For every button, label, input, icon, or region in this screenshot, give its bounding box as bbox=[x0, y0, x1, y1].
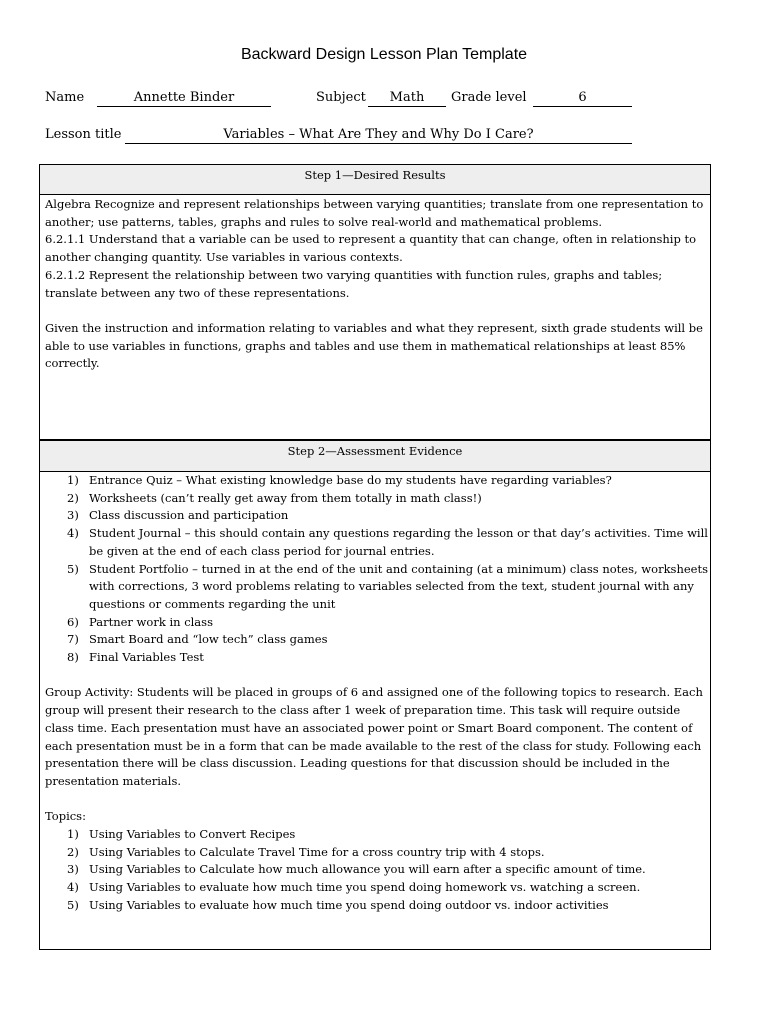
standard-6-2-1-2: 6.2.1.2 Represent the relationship between two varying quantities with function rules, graphs and tables; translate between any two of these representations. bbox=[45, 267, 663, 300]
list-item: 4) Using Variables to evaluate how much time you spend doing homework vs. watching a screen. bbox=[67, 880, 641, 895]
list-item: 5) Student Portfolio – turned in at the end of the unit and containing (at a minimum) class notes, worksheets with corrections, 3 word problems relating to variables selected from the text, student journal with any questions or comments regarding the unit bbox=[67, 561, 708, 611]
step2-content bbox=[45, 472, 709, 915]
learning-goal: Given the instruction and information relating to variables and what they represent, sixth grade students will be able to use variables in functions, graphs and tables and use them in mathematical relationships at least 85% correctly. bbox=[45, 320, 703, 371]
list-item: 2) Using Variables to Calculate Travel Time for a cross country trip with 4 stops. bbox=[67, 844, 545, 859]
assessment-list bbox=[45, 472, 709, 667]
lesson-title-label: Lesson title bbox=[45, 127, 122, 142]
standard-algebra: Algebra Recognize and represent relationships between varying quantities; translate from one representation to another; use patterns, tables, graphs and rules to solve real-world and mathematical problems. bbox=[45, 197, 704, 229]
list-item: 8) Final Variables Test bbox=[67, 650, 204, 665]
subject-field: Math bbox=[368, 90, 446, 107]
list-item: 2) Worksheets (can’t really get away from them totally in math class!) bbox=[67, 490, 482, 505]
lesson-title-field: Variables – What Are They and Why Do I Care? bbox=[125, 127, 632, 144]
step1-heading: Step 1—Desired Results bbox=[39, 164, 711, 195]
list-item: 3) Using Variables to Calculate how much allowance you will earn after a specific amount of time. bbox=[67, 862, 646, 877]
list-item: 3) Class discussion and participation bbox=[67, 508, 289, 523]
list-item: 6) Partner work in class bbox=[67, 614, 213, 629]
grade-level-field: 6 bbox=[533, 90, 632, 107]
list-item: 1) Entrance Quiz – What existing knowledge base do my students have regarding variables? bbox=[67, 473, 612, 487]
list-item: 5) Using Variables to evaluate how much time you spend doing outdoor vs. indoor activities bbox=[67, 897, 609, 912]
name-field: Annette Binder bbox=[97, 90, 271, 107]
topics-list bbox=[45, 826, 709, 915]
grade-level-label: Grade level bbox=[451, 90, 527, 105]
group-activity: Group Activity: Students will be placed in groups of 6 and assigned one of the following topics to research. Each group will present their research to the class after 1 week of preparation time. This task will require outside class time. Each presentation must have an associated power point or Smart Board component. The content of each presentation must be in a form that can be made available to the rest of the class for study. Following each presentation there will be class discussion. Leading questions for that discussion should be included in the presentation materials. bbox=[45, 685, 703, 788]
step1-content bbox=[45, 196, 709, 373]
standard-6-2-1-1: 6.2.1.1 Understand that a variable can be used to represent a quantity that can change, often in relationship to another changing quantity. Use variables in various contexts. bbox=[45, 232, 697, 265]
subject-label: Subject bbox=[316, 90, 366, 105]
list-item: 4) Student Journal – this should contain any questions regarding the lesson or that day’s activities. Time will be given at the end of each class period for journal entries. bbox=[67, 526, 708, 558]
topics-label: Topics: bbox=[45, 809, 86, 824]
page-title: Backward Design Lesson Plan Template bbox=[240, 46, 528, 63]
name-label: Name bbox=[45, 90, 85, 105]
list-item: 1) Using Variables to Convert Recipes bbox=[67, 827, 296, 842]
step2-heading: Step 2—Assessment Evidence bbox=[39, 440, 711, 472]
list-item: 7) Smart Board and “low tech” class games bbox=[67, 632, 328, 647]
